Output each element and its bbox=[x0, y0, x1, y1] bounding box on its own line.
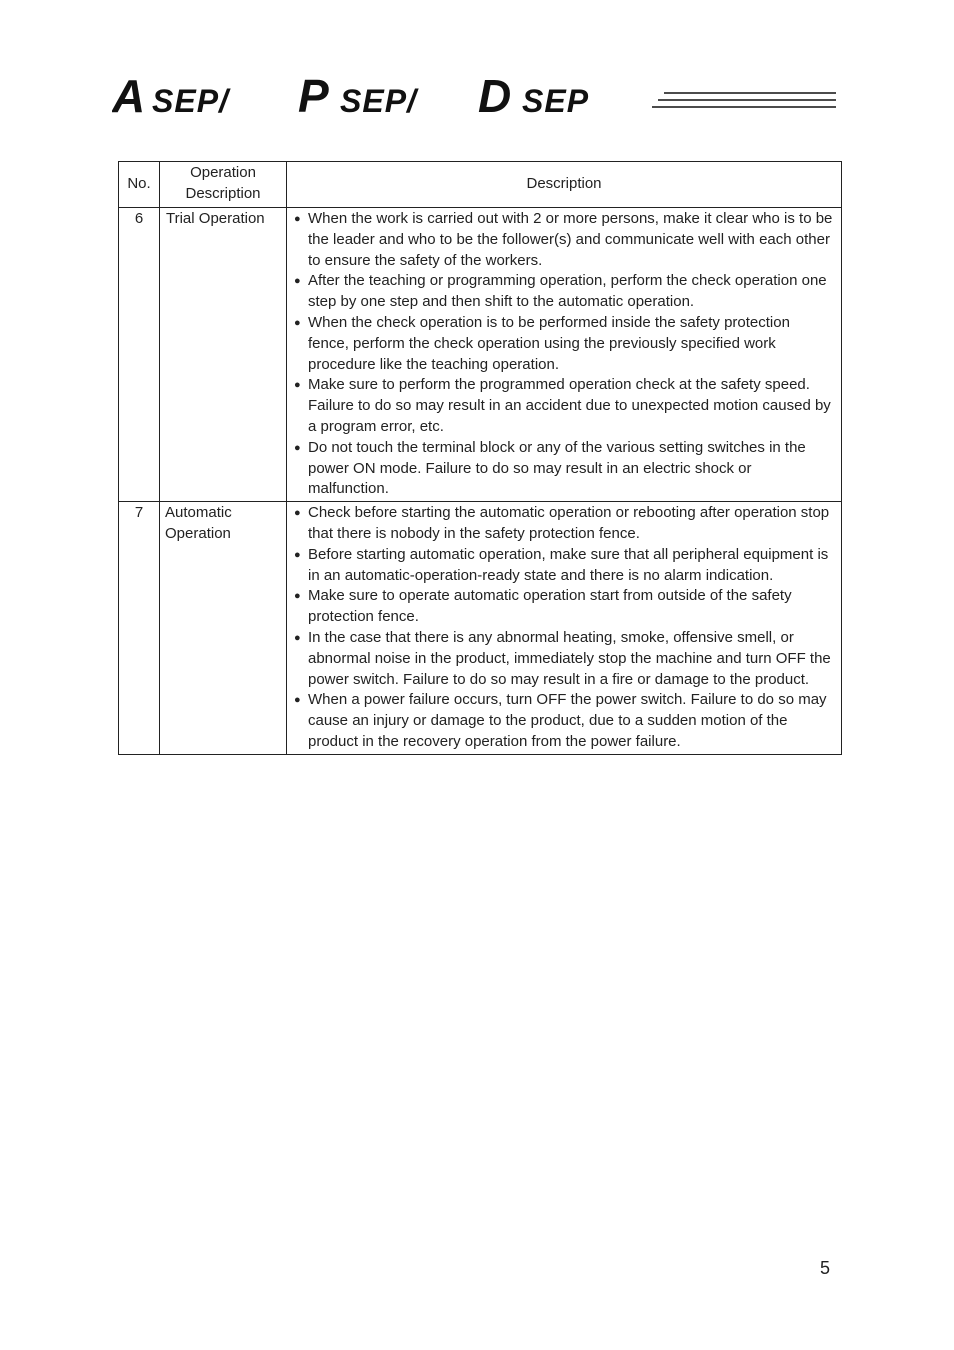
svg-text:A: A bbox=[112, 74, 146, 120]
bullet-item: ● When the check operation is to be performed inside the safety protection fence, perform the check operation using the previously specified work procedure like the teaching operation. bbox=[294, 313, 833, 375]
page-number: 5 bbox=[819, 1258, 830, 1278]
svg-text:D: D bbox=[478, 74, 512, 120]
row-number: 7 bbox=[119, 502, 160, 755]
svg-text:P: P bbox=[298, 74, 329, 120]
bullet-item: ● Check before starting the automatic operation or rebooting after operation stop that there is nobody in the safety protection fence. bbox=[294, 503, 833, 545]
bullet-list bbox=[294, 503, 833, 753]
table-row bbox=[119, 502, 842, 755]
bullet-item: ● In the case that there is any abnormal heating, smoke, offensive smell, or abnormal noise in the product, immediately stop the machine and turn OFF the power switch. Failure to do so may result in a fire or damage to the product. bbox=[294, 628, 833, 690]
svg-text:SEP/: SEP/ bbox=[340, 83, 417, 119]
bullet-item: ● When the work is carried out with 2 or more persons, make it clear who is to be the leader and who to be the follower(s) and communicate well with each other to ensure the safety of the workers. bbox=[294, 209, 833, 271]
header-no: No. bbox=[119, 162, 160, 208]
table-header-row bbox=[119, 162, 842, 208]
table-row bbox=[119, 208, 842, 502]
bullet-item: ● Make sure to perform the programmed operation check at the safety speed. Failure to do so may result in an accident due to unexpected motion caused by a program error, etc. bbox=[294, 375, 833, 437]
operation-name-line1: Automatic bbox=[165, 504, 232, 522]
operation-name: Trial Operation bbox=[160, 208, 287, 502]
header-operation-line2: Description bbox=[185, 185, 261, 202]
header-operation-line1: Operation bbox=[190, 164, 256, 182]
row-number: 6 bbox=[119, 208, 160, 502]
product-logo-graphic bbox=[112, 74, 842, 120]
operation-name-line2: Operation bbox=[165, 524, 231, 542]
bullet-item: ● Do not touch the terminal block or any of the various setting switches in the power ON mode. Failure to do so may result in an electric shock or malfunction. bbox=[294, 438, 833, 500]
bullet-item: ● After the teaching or programming operation, perform the check operation one step by one step and then shift to the automatic operation. bbox=[294, 271, 833, 313]
description-cell bbox=[287, 502, 842, 755]
bullet-list bbox=[294, 209, 833, 500]
operation-name bbox=[160, 502, 287, 755]
svg-text:SEP: SEP bbox=[522, 83, 590, 119]
description-cell bbox=[287, 208, 842, 502]
product-logo bbox=[112, 74, 842, 120]
bullet-item: ● When a power failure occurs, turn OFF the power switch. Failure to do so may cause an injury or damage to the product, due to a sudden motion of the product in the recovery operation from the power failure. bbox=[294, 690, 833, 752]
svg-text:SEP/: SEP/ bbox=[152, 83, 229, 119]
header-description: Description bbox=[287, 162, 842, 208]
operation-safety-table bbox=[118, 161, 842, 755]
header-operation-description bbox=[160, 162, 287, 208]
bullet-item: ● Before starting automatic operation, make sure that all peripheral equipment is in an automatic-operation-ready state and there is no alarm indication. bbox=[294, 545, 833, 587]
bullet-item: ● Make sure to operate automatic operation start from outside of the safety protection fence. bbox=[294, 586, 833, 628]
